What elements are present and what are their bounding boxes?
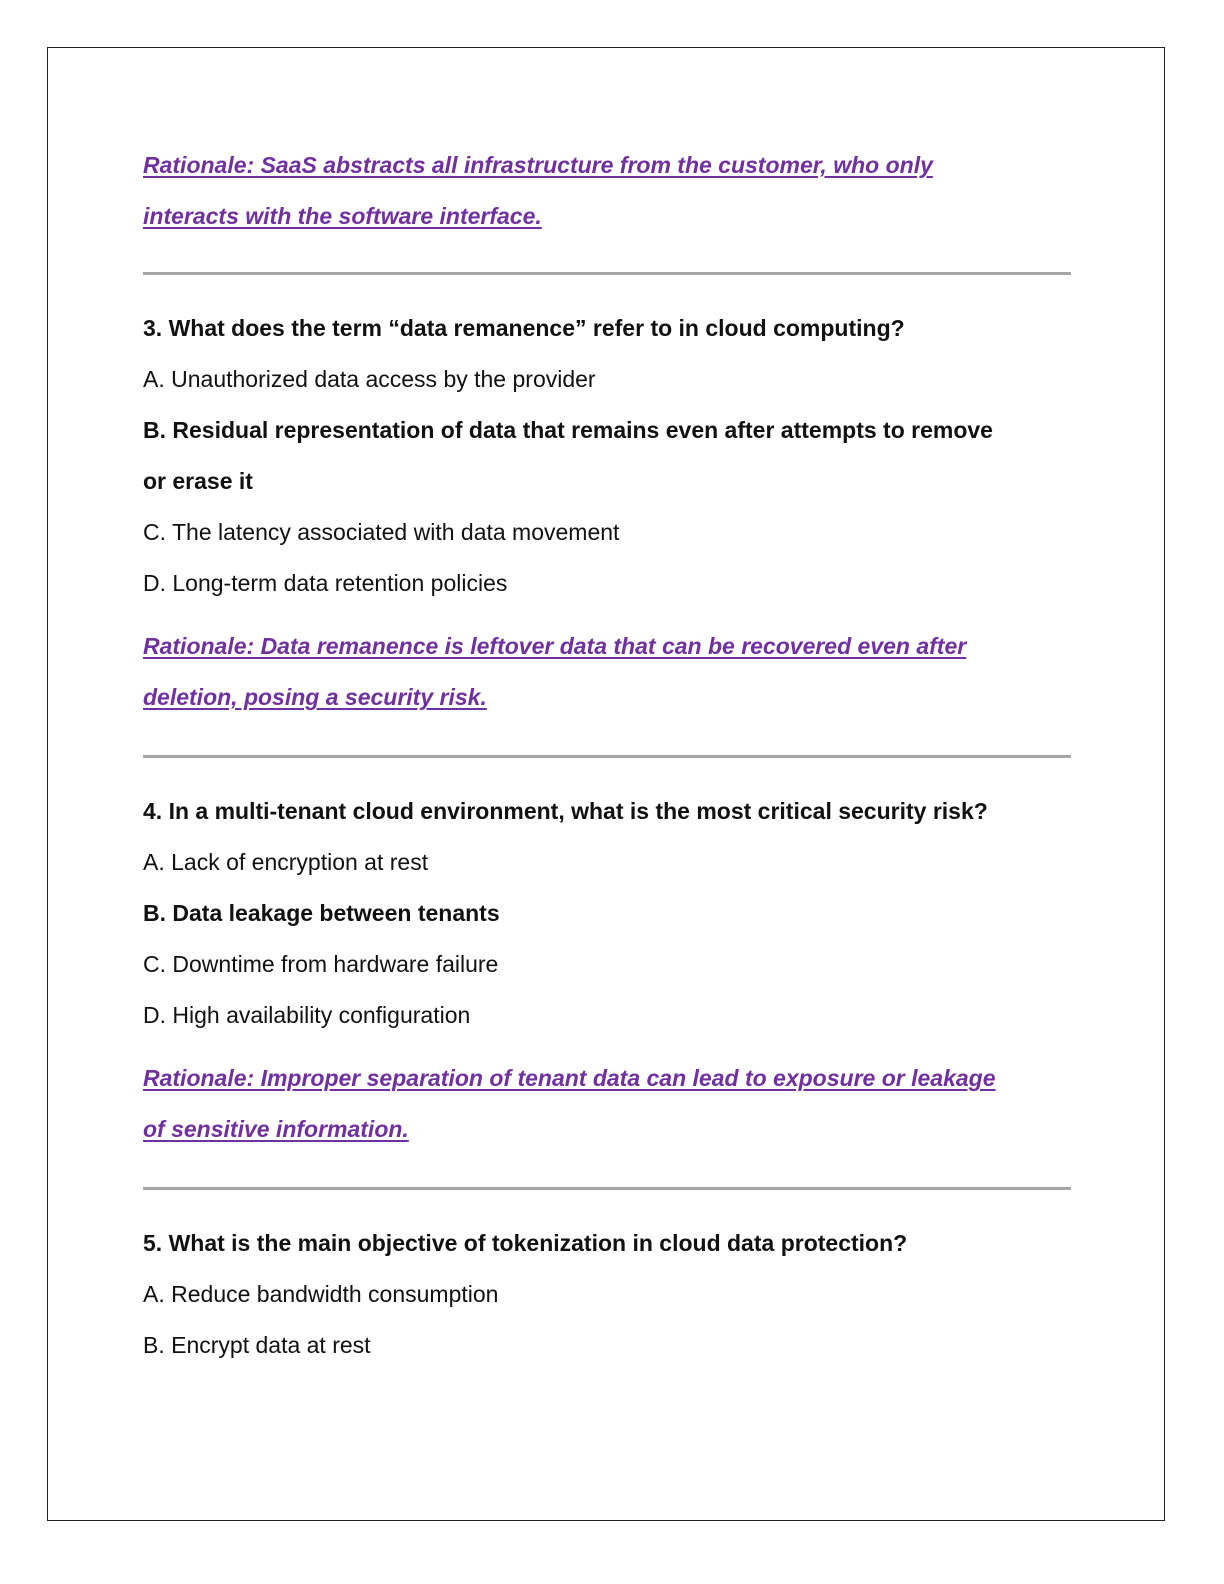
- question-4: [143, 786, 1073, 1155]
- question-5-option-b: B. Encrypt data at rest: [143, 1332, 371, 1358]
- question-4-text: 4. In a multi-tenant cloud environment, what is the most critical security risk?: [143, 798, 988, 824]
- question-4-option-b: B. Data leakage between tenants: [143, 900, 500, 926]
- question-3: [143, 303, 1073, 723]
- question-4-option-c: C. Downtime from hardware failure: [143, 951, 499, 977]
- question-3-option-b-cont: or erase it: [143, 468, 253, 494]
- question-4-rationale-cont: of sensitive information.: [143, 1116, 409, 1142]
- document-body: [143, 140, 1073, 1371]
- question-3-rationale-cont: deletion, posing a security risk.: [143, 684, 487, 710]
- question-3-option-a: A. Unauthorized data access by the provider: [143, 366, 596, 392]
- question-3-option-b: B. Residual representation of data that remains even after attempts to remove: [143, 417, 993, 443]
- rationale-text: Rationale: SaaS abstracts all infrastructure from the customer, who only: [143, 152, 933, 178]
- question-4-option-a: A. Lack of encryption at rest: [143, 849, 429, 875]
- question-4-rationale: Rationale: Improper separation of tenant data can lead to exposure or leakage: [143, 1065, 996, 1091]
- question-3-option-d: D. Long-term data retention policies: [143, 570, 508, 596]
- question-4-option-d: D. High availability configuration: [143, 1002, 471, 1028]
- question-3-rationale: Rationale: Data remanence is leftover data that can be recovered even after: [143, 633, 967, 659]
- question-3-text: 3. What does the term “data remanence” refer to in cloud computing?: [143, 315, 905, 341]
- question-5-text: 5. What is the main objective of tokenization in cloud data protection?: [143, 1230, 908, 1256]
- rationale-block-2: [143, 140, 1073, 242]
- rationale-text: interacts with the software interface.: [143, 203, 542, 229]
- question-5: [143, 1218, 1073, 1371]
- question-3-option-c: C. The latency associated with data movement: [143, 519, 620, 545]
- question-5-option-a: A. Reduce bandwidth consumption: [143, 1281, 499, 1307]
